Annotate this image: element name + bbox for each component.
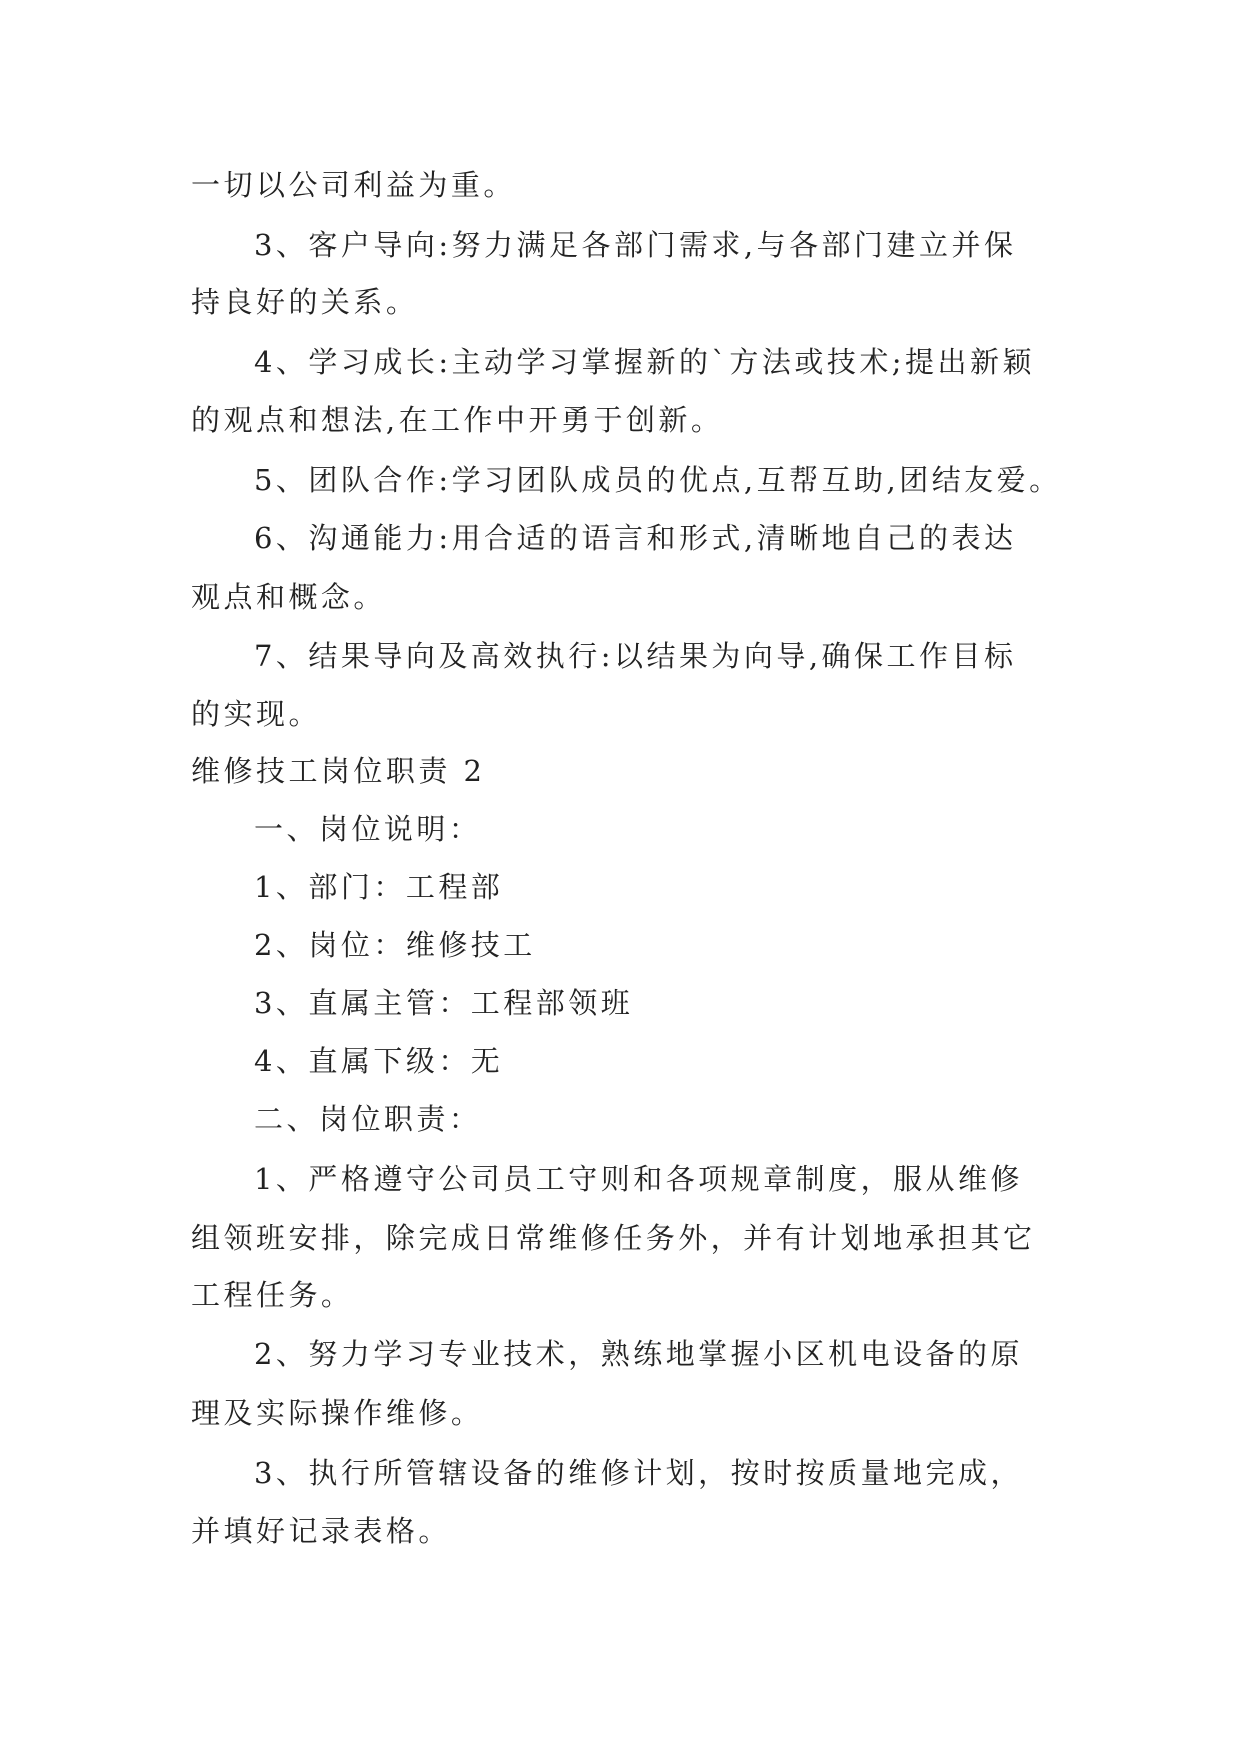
text-line: 4、直属下级：无 [254, 1044, 504, 1078]
text-line: 的实现。 [191, 697, 321, 731]
text-line: 1、部门：工程部 [254, 870, 504, 904]
text-line: 持良好的关系。 [191, 285, 419, 319]
text-line: 5、团队合作:学习团队成员的优点,互帮互助,团结友爱。 [254, 463, 1062, 497]
text-line: 一切以公司利益为重。 [191, 168, 516, 202]
text-line: 3、执行所管辖设备的维修计划，按时按质量地完成， [254, 1456, 1023, 1490]
text-line: 的观点和想法,在工作中开勇于创新。 [191, 403, 724, 437]
text-line: 理及实际操作维修。 [191, 1396, 484, 1430]
text-line: 并填好记录表格。 [191, 1514, 451, 1548]
text-line: 6、沟通能力:用合适的语言和形式,清晰地自己的表达 [254, 521, 1017, 555]
text-line: 2、努力学习专业技术，熟练地掌握小区机电设备的原 [254, 1337, 1023, 1371]
section-heading: 维修技工岗位职责 2 [191, 754, 486, 788]
text-line: 一、岗位说明： [254, 812, 482, 846]
text-line: 4、学习成长:主动学习掌握新的`方法或技术;提出新颖 [254, 345, 1035, 379]
text-line: 1、严格遵守公司员工守则和各项规章制度，服从维修 [254, 1162, 1023, 1196]
text-line: 2、岗位：维修技工 [254, 928, 536, 962]
text-line: 组领班安排，除完成日常维修任务外，并有计划地承担其它 [191, 1221, 1036, 1255]
text-line: 工程任务。 [191, 1278, 354, 1312]
text-line: 3、直属主管：工程部领班 [254, 986, 634, 1020]
text-line: 观点和概念。 [191, 580, 386, 614]
text-line: 二、岗位职责： [254, 1102, 482, 1136]
text-line: 3、客户导向:努力满足各部门需求,与各部门建立并保 [254, 228, 1017, 262]
text-line: 7、结果导向及高效执行:以结果为向导,确保工作目标 [254, 639, 1017, 673]
